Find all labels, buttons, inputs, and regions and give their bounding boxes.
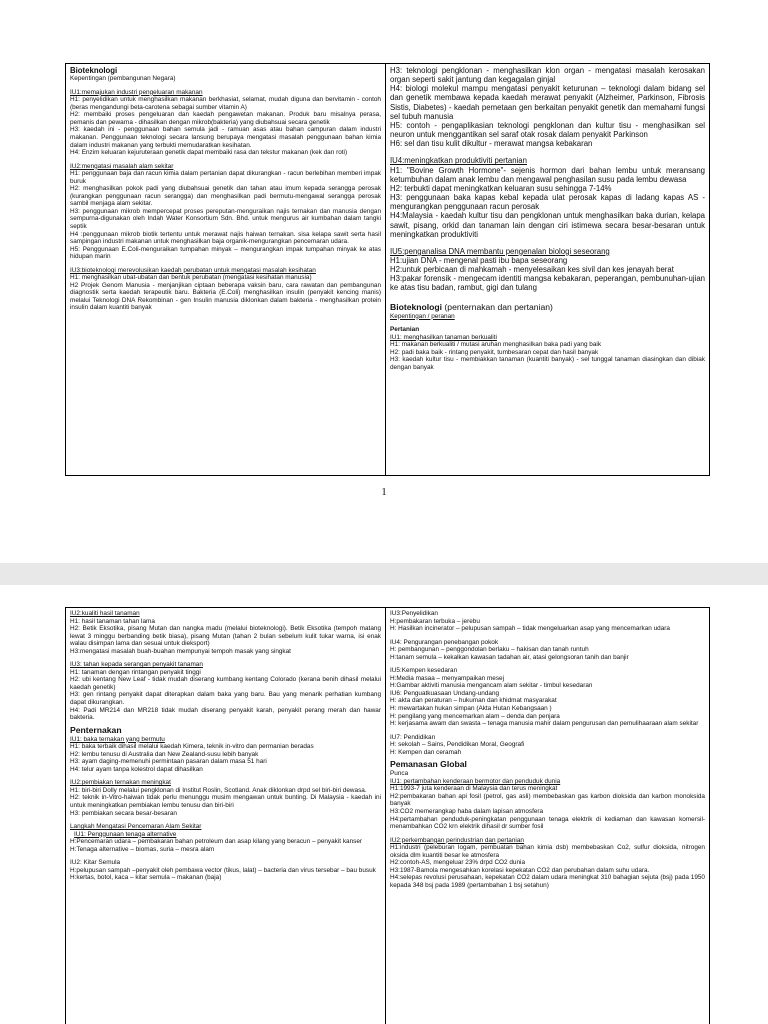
point-item: H2: Betik Eksotika, pisang Mutan dan nangka madu (melalui bioteknologi). Betik Eksotika (tempoh matang lewat 3 minggu berbanding betik biasa), pisang Mutan (tahan 2 bulan sebelum kulit tukar warna, isi enak walau disimpan lama dan sesuai untuk dieksport)	[70, 625, 381, 648]
table-column-right	[386, 64, 709, 475]
point-group-iu2	[70, 163, 381, 261]
point-item: H1: menghasilkan ubat-ubatan dan bentuk perubatan (mengatasi kesihatan manusia)	[70, 274, 312, 282]
point-group-iu3	[70, 661, 381, 721]
point-item: H3: pembiakan secara besar-besaran	[70, 809, 177, 817]
point-heading: IU5:Kempen kesedaran	[390, 667, 458, 675]
point-item: H2: membaiki proses pengeluaran dan kaedah pengawetan makanan. Produk baru misalnya perasa, pemanis dan pewarna - dihasilkan dengan mikrob(bakteria) yang diubahsuai secara genetik	[70, 111, 381, 126]
point-item: H3:1987-Bamola mengesahkan korelasi kepekatan CO2 dan perubahan dalam suhu udara.	[390, 866, 650, 874]
point-item: H:Media masaa – menyampaikan mesej	[390, 674, 505, 682]
point-item: H1: makanan berkualiti / mutasi aruhan menghasilkan baka padi yang baik	[390, 341, 602, 349]
point-item: H1: penyelidikan untuk menghasilkan makanan berkhasiat, selamat, mudah diguna dan bervitamin - contoh (beras mengandungi beta-carotena sebagai sumber vitamin A)	[70, 96, 381, 111]
point-item: H2: padi baka baik - rintang penyakit, tumbesaran cepat dan hasil banyak	[390, 348, 599, 356]
point-item: H3: gen rintang penyakit dapat diterapkan dalam baka yang baru. Bau yang menarik perhatian kumbang dapat dikurangkan.	[70, 691, 381, 707]
point-group-iu6	[390, 690, 705, 728]
point-item: H1:1993-7 juta kenderaan di Malaysia dan terus meningkat	[390, 785, 558, 793]
point-group-iu1	[70, 89, 381, 157]
point-item: H2: teknik in-Vitro-haiwan tidak perlu menunggu musim mengawan untuk bunting. Di Malaysia - kaedah ini untuk meningkatkan pembiakan lembu tenusu dan biri-biri	[70, 794, 381, 810]
point-heading: IU1: Penggunaan tenaga alternative	[74, 830, 177, 838]
point-heading: IU4: Pengurangan penebangan pokok	[390, 638, 499, 646]
point-item: H3: penggunaan baka kapas kebal kepada ulat perosak kapas di ladang kapas AS - mengurangkan penggunaan racun perosak	[390, 193, 705, 212]
point-item: H1: tanaman dengan rintangan penyakit tinggi	[70, 668, 201, 676]
point-item: H2:untuk perbicaan di mahkamah - menyelesaikan kes sivil dan kes jenayah berat	[390, 265, 674, 275]
point-item: H4: biologi molekul mampu mengatasi penyakit keturunan – teknologi dalam bidang sel dan genetik membawa kepada kaedah merawat penyakit (Alzheimer, Parkinson, Fibrosis Sistis, Diabetes) - kaedah pemetaan gen berkaitan penyakit genetik dan memahami fungsi sel tubuh manusia	[390, 84, 705, 121]
point-group-continued	[390, 66, 705, 148]
point-item: H:Pencemaran udara – pembakaran bahan petroleum dan asap kilang yang beracun – penyakit kanser	[70, 838, 363, 846]
point-item: H:Tenaga alternative – biomas, suria – mesra alam	[70, 845, 215, 853]
point-item: H:kertas, botol, kaca – kitar semula – makanan (baja)	[70, 874, 222, 882]
point-item: H3: kaedah ini - penggunaan bahan semula jadi - ramuan asas atau bahan campuran dalam industri makanan. Penggunaan teknologi secara lansung berupaya mengatasi masalah penggunaan bahan kimia dalam industri makanan yang terbukti memudaratkan kesihatan.	[70, 126, 381, 149]
point-item: H1: baka terbaik dihasil melalui kaedah Kimera, teknik in-vitro dan permanian beradas	[70, 743, 314, 751]
table-column-right	[386, 608, 709, 1024]
point-item: H2:pembakaran bahan api fosil (petrol, gas asli) membebaskan gas karbon dioksida dan karbon monoksida banyak	[390, 792, 705, 808]
point-heading: IU2:mengatasi masalah alam sekitar	[70, 162, 174, 170]
point-item: H1:ujian DNA - mengenal pasti ibu bapa seseorang	[390, 255, 568, 265]
notes-table-page-1	[65, 63, 710, 476]
subsection-label: Pertanian	[390, 326, 420, 334]
point-group-iu7	[390, 734, 705, 757]
point-group-iu4	[390, 639, 705, 662]
point-group-iu3	[70, 267, 381, 312]
point-item: H3: teknologi pengklonan - menghasilkan klon organ - mengatasi masalah kerosakan organ seperti sakit jantung dan kegagalan ginjal	[390, 66, 705, 85]
point-item: H: sekolah – Sains, Pendidikan Moral, Geografi	[390, 741, 525, 749]
point-item: H4 :penggunaan mikrob biotik tertentu untuk merawat najis haiwan ternakan. sisa kelapa sawit serta hasil sampingan industri makanan untuk menghasilkan baja organik-mengurangkan pencemaran udara.	[70, 230, 381, 246]
section-langkah	[70, 823, 381, 882]
point-heading: IU3: tahan kepada serangan penyakit tanaman	[70, 661, 203, 669]
point-item: H1:industri (peleburan logam, pembuatan bahan kimia dsb) membebaskan Co2, sulfur dioksida, nitrogen oksida dlm kuantiti besar ke atmosfera	[390, 844, 705, 859]
subsection-label: Punca	[390, 770, 409, 778]
point-item: H1: penggunaan baja dan racun kimia dalam pertanian dapat dikurangkan - racun berlebihan memberi impak buruk	[70, 170, 381, 185]
point-heading: IU1: menghasilkan tanaman berkualiti	[390, 333, 497, 341]
section-subtitle: Kepentingan (pembangunan Negara)	[70, 75, 176, 83]
point-item: H4: Enzim keluaran kejuruteraan genetik dapat membaiki rasa dan tekstur makanan (kek dan roti)	[70, 149, 348, 157]
table-column-left	[66, 64, 386, 475]
point-item: H1: hasil tanaman tahan lama	[70, 617, 155, 625]
point-item: H:pembakaran terbuka – jerebu	[390, 617, 480, 625]
point-item: H3: penggunaan mikrob mempercepat proses pereputan-menguraikan najis ternakan dan manusia dengan sempurna-digunakan oleh Indah Water Konsortium Sdn. Bhd. untuk mengurus air kumbahan dalam tangki septik	[70, 207, 381, 230]
point-item: H: kerjasama awam dan swasta – tenaga manusia mahir dalam pengurusan dan pemulihaaraan alam sekitar	[390, 720, 699, 728]
point-heading: IU1: baka ternakan yang bermutu	[70, 735, 165, 743]
document-page-2	[0, 585, 768, 1024]
point-heading: IU1: pertambahan kenderaan bermotor dan penduduk dunia	[390, 777, 561, 785]
point-item: H2:contoh-AS, mengeluar 23% drpd CO2 dunia	[390, 859, 525, 867]
point-item: H3:mengatasi masalah buah-buahan mempunyai tempoh masak yang singkat	[70, 647, 291, 655]
point-group-iu5	[390, 247, 705, 293]
section-penternakan	[70, 725, 381, 817]
point-item: H2 Projek Genom Manusia - menjanjikan ciptaan beberapa vaksin baru, cara rawatan dan pembangunan diagnostik serta kaedah terapeutik baru. Bakteria (E.Coli) menghasilkan insulin (penyakit kencing manis) melalui Teknologi DNA Rekombinan - gen Insulin manusia diklonkan dalam bakteria - menghasilkan protein insulin dalam kuantiti banyak	[70, 281, 381, 312]
point-item: H: pembangunan – penggondolan berlaku – hakisan dan tanah runtuh	[390, 646, 589, 654]
point-item: H4: telur ayam tanpa kolestrol dapat dihasilkan	[70, 765, 203, 773]
point-heading: IU1:memajukan industri pengeluaran makanan	[70, 88, 203, 96]
point-item: H5: Penggunaan E.Coli-menguraikan tumpahan minyak – mengurangkan impak tumpahan minyak ke atas hidupan marin	[70, 245, 381, 261]
point-group-iu5	[390, 667, 705, 690]
point-item: H: akta dan peraturan – hukuman dan khidmat masyarakat	[390, 697, 557, 705]
point-heading: IU5:penganalisa DNA membantu pengenalan biologi seseorang	[390, 246, 610, 256]
point-item: H: Hasilkan incinerator – pelupusan sampah – tidak mengeluarkan asap yang mencemarkan udara	[390, 625, 670, 633]
section-heading: Langkah Mengatasi Pencemaran Alam Sekitar	[70, 823, 202, 831]
point-item: H:pelupusan sampah –penyakit oleh pembawa vector (tikus, lalat) – bacteria dan virus tersebar – bau busuk	[70, 866, 376, 874]
point-item: H1: "Bovine Growth Hormone"- sejenis hormon dari bahan lembu untuk meransang ketumbuhan dalam anak lembu dan mengawal penghasilan susu pada lembu dewasa	[390, 165, 705, 184]
section-title: Penternakan	[70, 724, 122, 735]
point-item: H3: kaedah kultur tisu - membiakkan tanaman (kuantiti banyak) - sel tunggal tanaman diasingkan dan dibiak dengan banyak	[390, 356, 705, 371]
point-item: H4: Padi MR214 dan MR218 tidak mudah diserang penyakit karah, penyakit perang merah dan hawar bakteria.	[70, 706, 381, 722]
page-number: 1	[381, 486, 387, 498]
point-item: H4:selepas revolusi perusahaan, kepekatan CO2 dalam udara meningkat 310 bahagian sejuta (bsj) pada 1950 kepada 348 bsj pada 1989 (pertambahan 1 bsj setahun)	[390, 874, 705, 889]
section-title-suffix: (penternakan dan pertanian)	[442, 301, 553, 312]
point-item: H2: menghasilkan pokok padi yang diubahsuai genetik dan tahan atau imum kepada serangga perosak (kurangkan penggunaan racun serangga) dan menghasilkan padi bermutu-mengawal serangga perosak sambil menjaga alam sekitar.	[70, 185, 381, 208]
point-item: H4:pertambahan penduduk-peningkatan penggunaan tenaga elektrik di kediaman dan kawasan komersil-menambahkan CO2 krn elektrik dihasil dr sumber fosil	[390, 815, 705, 831]
point-group-iu3	[390, 610, 705, 633]
notes-table-page-2	[65, 607, 710, 1024]
point-group-iu2	[70, 610, 381, 655]
point-heading: IU2:pembiakan ternakan meningkat	[70, 779, 171, 787]
point-item: H:tanam semula – kekalkan kawasan tadahan air, atasi gelongsoran tanih dan banjir	[390, 653, 629, 661]
point-item: H2: ubi kentang New Leaf - tidak mudah diserang kumbang kentang Colorado (kerana benih dihasil melalui kaedah genetik)	[70, 676, 381, 691]
point-group-iu4	[390, 156, 705, 238]
point-item: H: mewartakan hukan simpan (Akta Hutan Kebangsaan )	[390, 705, 552, 713]
point-item: H: pengilang yang mencemarkan alam – denda dan penjara	[390, 712, 560, 720]
section-title: Bioteknologi	[70, 66, 118, 75]
point-heading: IU2: Kitar Semula	[70, 859, 121, 867]
point-item: H3:pakar forensik - mengecam identiti mangsa kebakaran, peperangan, pembunuhan-ujian ke atas tisu badan, rambut, gigi dan tulang	[390, 274, 705, 293]
point-heading: IU6: Penguatkuasaan Undang-undang	[390, 689, 500, 697]
point-item: H5: contoh - pengaplikasian teknologi pengklonan dan kultur tisu - menghasilkan sel neuron untuk menggantikan sel saraf otak rosak dalam penyakit Parkinson	[390, 120, 705, 140]
section-subtitle: Kepentingan / peranan	[390, 312, 455, 320]
point-heading: IU3:Penyelidikan	[390, 610, 438, 617]
point-item: H2: lembu tenusu di Australia dan New Zealand-susu lebih banyak	[70, 750, 259, 758]
point-heading: IU2:kualiti hasil tanaman	[70, 610, 140, 617]
point-item: H2: terbukti dapat meningkatkan keluaran susu sehingga 7-14%	[390, 183, 612, 193]
point-heading: IU7: Pendidikan	[390, 733, 436, 741]
point-item: H:Gambar aktiviti manusia mengancam alam sekitar - timbul kesedaran	[390, 682, 593, 690]
point-heading: IU3:bioteknologi merevolusikan kaedah perubatan untuk mengatasi masalah kesihatan	[70, 266, 316, 274]
point-item: H1: biri-biri Dolly melalui pengklonan di Institut Roslin, Scotland. Anak diklonkan drpd sel biri-biri dewasa.	[70, 786, 367, 794]
table-column-left	[66, 608, 386, 1024]
point-item: H4:Malaysia - kaedah kultur tisu dan pengklonan untuk menghasilkan baka durian, kelapa sawit, pisang, orkid dan tanaman lain dengan ciri istimewa secara besar-besaran untuk meningkatkan produktiviti	[390, 211, 705, 239]
point-heading: IU2:perkembangan perindustrian dan pertanian	[390, 836, 524, 844]
section-title: Pemanasan Global	[390, 759, 467, 770]
section-bioteknologi-penternakan	[390, 302, 705, 372]
section-title-main: Bioteknologi	[390, 301, 443, 312]
point-heading: IU4:meningkatkan produktiviti pertanian	[390, 156, 527, 166]
section-title	[390, 302, 705, 312]
point-item: H3: ayam daging-memenuhi permintaan pasaran dalam masa 51 hari	[70, 758, 267, 766]
point-item: H: Kempen dan ceramah	[390, 748, 462, 756]
point-item: H6: sel dan tisu kulit dikultur - merawat mangsa kebakaran	[390, 139, 593, 149]
section-pemanasan-global	[390, 759, 705, 889]
point-item: H3:CO2 memerangkap haba dalam lapisan atmosfera	[390, 808, 544, 816]
